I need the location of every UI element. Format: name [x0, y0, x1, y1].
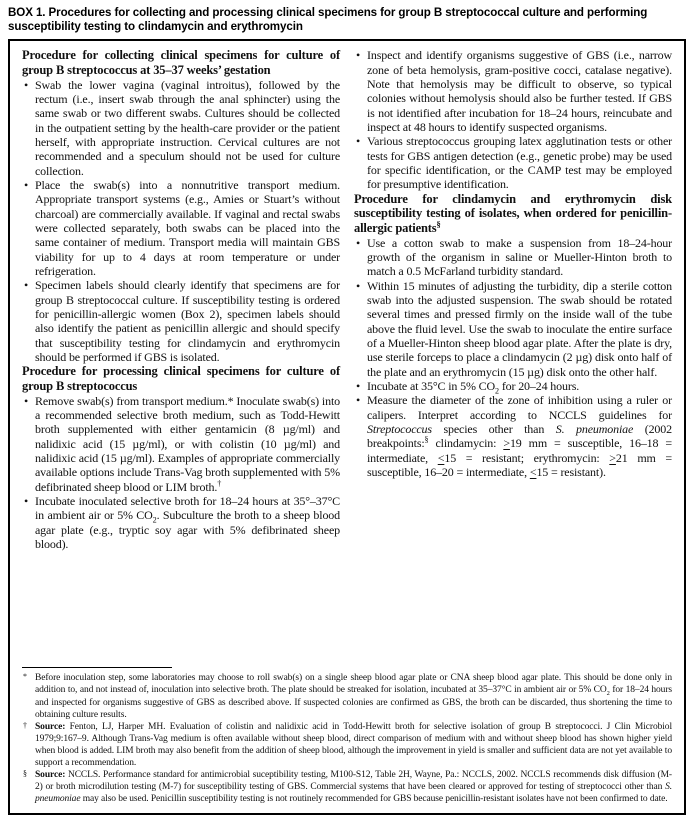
bullet-text: Within 15 minutes of adjusting the turbidity, dip a sterile cotton swab into the adjusted suspension. The swab should be rotated several times and pressed firmly on the inside wall of the tube above the fluid level. Use the swab to inoculate the entire surface of a Mueller-Hinton sheep blood agar plate. After the plate is dry, use sterile forceps to place a clindamycin (2 µg) disk onto half of the plate and an erythromycin (15 µg) disk onto the other half.	[367, 278, 672, 379]
bullet-icon: •	[24, 77, 29, 92]
bullet-icon: •	[24, 177, 29, 192]
bullet-icon: •	[356, 48, 361, 63]
bullet-text: Swab the lower vagina (vaginal introitus), followed by the rectum (i.e., insert swab through the anal sphincter) using the same swab or two different swabs. Cultures should be collected in the outpatient setting by the health-care provider or the patient herself, with appropriate instruction. Cervical cultures are not recommended and a speculum should not be used for culture collection.	[35, 77, 340, 178]
footnote-text: Before inoculation step, some laboratories may choose to roll swab(s) on a single sheep blood agar plate or CNA sheep blood agar plate. This should be done only in addition to, and not instead of, inoculation into selective broth. The plate should be streaked for isolation, incubated at 35–37°C in ambient air or 5% $CO_2$ for 18–24 hours and inspected for organisms suggestive of GBS as described above. If suspected colonies are confirmed as GBS, the broth can be discarded, thus shortening the time to obtaining culture results.	[35, 673, 672, 720]
footnote-marker: †	[23, 720, 27, 730]
box-title: BOX 1. Procedures for collecting and processing clinical specimens for group B streptococcal culture and performing susceptibility testing to clindamycin and erythromycin	[8, 6, 648, 33]
bullet-icon: •	[356, 393, 361, 408]
two-column-body	[22, 48, 672, 551]
bullet-item	[22, 494, 340, 551]
footnote-separator-rule	[22, 667, 172, 668]
bullet-item	[22, 278, 340, 364]
bullet-text: Place the swab(s) into a nonnutritive transport medium. Appropriate transport systems (e.g., Amies or Stuart’s without charcoal) are commercially available. If vaginal and rectal swabs were collected separately, both swabs can be placed into the same container of medium. Transport media will maintain GBS viability for up to 4 days at room temperature or under refrigeration.	[35, 177, 340, 278]
bullet-icon: •	[356, 134, 361, 149]
bullet-text: Use a cotton swab to make a suspension from 18–24-hour growth of the organism in saline or Mueller-Hinton broth to match a 0.5 McFarland turbidity standard.	[367, 235, 672, 279]
footnote-marker: *	[23, 672, 27, 682]
left-column	[22, 48, 340, 551]
bullet-icon: •	[24, 494, 29, 508]
procedure-box	[8, 39, 686, 815]
bullet-item	[354, 379, 672, 396]
bullet-text: Various streptococcus grouping latex agglutination tests or other tests for GBS antigen detection (e.g., genetic probe) may be used for specific identification, or the CAMP test may be employed for presumptive identification.	[367, 134, 672, 192]
section-heading: Procedure for collecting clinical specimens for culture of group B streptococcus at 35–37 weeks’ gestation	[22, 48, 340, 77]
bullet-text: Remove swab(s) from transport medium.* Inoculate swab(s) into a recommended selective broth medium, such as Todd-Hewitt broth supplemented with either gentamicin (8 µg/ml) and nalidixic acid (15 µg/ml), or with colistin (10 µg/ml) and nalidixic acid (15 µg/ml). Examples of appropriate commercially available options include Trans-Vag broth supplemented with 5% defibrinated sheep blood or LIM broth.†	[35, 393, 340, 494]
footnote-marker: §	[23, 769, 27, 779]
section-heading: Procedure for clindamycin and erythromycin disk susceptibility testing of isolates, when ordered for penicillin-allergic patients§	[354, 191, 672, 235]
bullet-icon: •	[24, 278, 29, 293]
bullet-text: Specimen labels should clearly identify that specimens are for group B streptococcal culture. If susceptibility testing is ordered for penicillin-allergic women (Box 2), specimen labels should also identify the patient as penicillin allergic and should specify that susceptibility testing for clindamycin and erythromycin should be performed if GBS is isolated.	[35, 278, 340, 365]
footnote	[22, 672, 672, 720]
bullet-icon: •	[356, 379, 361, 393]
footnote	[22, 769, 672, 805]
footnote	[22, 721, 672, 769]
right-column	[354, 48, 672, 551]
footnote-text: Source: NCCLS. Performance standard for antimicrobial suceptibility testing, M100-S12, Table 2H, Wayne, Pa.: NCCLS, 2002. NCCLS recommends disk diffusion (M-2) or broth microdilution testing (M-7) for susceptibility testing of GBS. Commercial systems that have been cleared or approved for testing of streptococci other than S. pneumoniae may also be used. Penicillin susceptibility testing is not routinely recommended for GBS because penicillin-resistant isolates have not been confirmed to date.	[35, 770, 672, 805]
bullet-item	[22, 78, 340, 178]
bullet-item	[354, 393, 672, 479]
footnotes-section	[22, 667, 672, 805]
document-page	[0, 6, 694, 815]
footnote-list	[22, 672, 672, 805]
bullet-item	[22, 394, 340, 494]
bullet-item	[354, 236, 672, 279]
bullet-item	[354, 48, 672, 134]
section-heading: Procedure for processing clinical specimens for culture of group B streptococcus	[22, 364, 340, 393]
bullet-text: Incubate at 35°C in 5% $CO_2$ for 20–24 hours.	[367, 379, 580, 396]
bullet-icon: •	[356, 278, 361, 293]
bullet-item	[22, 178, 340, 278]
bullet-item	[354, 279, 672, 379]
bullet-text: Inspect and identify organisms suggestive of GBS (i.e., narrow zone of beta hemolysis, gram-positive cocci, catalase negative). Note that hemolysis may be difficult to observe, so typical colonies without hemolysis should also be further tested. If GBS is not identified after incubation for 18–24 hours, reincubate and inspect at 48 hours to identify suspected organisms.	[367, 48, 672, 135]
bullet-icon: •	[24, 393, 29, 408]
bullet-text: Incubate inoculated selective broth for 18–24 hours at 35°–37°C in ambient air or 5% $CO_2$. Subculture the broth to a sheep blood agar plate (e.g., tryptic soy agar with 5% defibrinated sheep blood).	[35, 494, 340, 552]
bullet-text: Measure the diameter of the zone of inhibition using a ruler or calipers. Interpret according to NCCLS guidelines for Streptococcus species other than S. pneumoniae (2002 breakpoints:§ clindamycin: >19 mm = susceptible, 16–18 = intermediate, <15 = resistant; erythromycin: >21 mm = susceptible, 16–20 = intermediate, <15 = resistant).	[367, 393, 672, 480]
bullet-icon: •	[356, 235, 361, 250]
footnote-text: Source: Fenton, LJ, Harper MH. Evaluation of colistin and nalidixic acid in Todd-Hewitt broth for selective isolation of group B streptococci. J Clin Microbiol 1979;9:167–9. Although Trans-Vag medium is often available without sheep blood, direct comparison of medium with and without sheep blood has shown higher yield when blood is added. LIM broth may also benefit from the addition of sheep blood, although the improvement in yield is smaller and sufficient data are not yet available to support a recommendation.	[35, 721, 672, 768]
bullet-item	[354, 134, 672, 191]
